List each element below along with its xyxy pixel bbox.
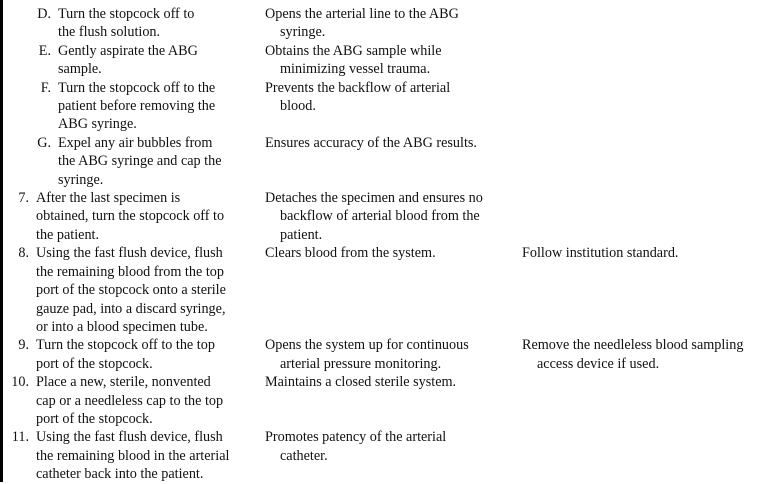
step-number: G. [37,134,51,151]
note-line: Remove the needleless blood sampling [522,337,744,354]
action-line: the remaining blood from the top [36,263,224,280]
step-note-cell [522,428,761,483]
step-number: 8. [18,245,29,262]
action-line: obtained, turn the stopcock off to [36,208,225,225]
step-action-cell [0,42,265,79]
action-line: or into a blood specimen tube. [36,318,208,335]
note-line: access device if used. [537,355,660,372]
step-action-cell [0,5,265,42]
step-action-text [0,373,265,428]
action-line: port of the stopcock. [36,355,153,372]
step-number: 7. [18,190,29,207]
procedure-step-row [0,428,761,483]
procedure-step-row [0,134,761,189]
step-action-cell [0,373,265,428]
rationale-line: Opens the system up for continuous [265,337,469,354]
rationale-line: Clears blood from the system. [265,245,436,262]
step-action-cell [0,336,265,373]
rationale-line: backflow of arterial blood from the [280,208,480,225]
action-line: Expel any air bubbles from [58,134,213,151]
procedure-step-row [0,373,761,428]
step-note-cell [522,189,761,244]
rationale-line: Obtains the ABG sample while [265,42,442,59]
rationale-line: Prevents the backflow of arterial [265,79,451,96]
step-action-text [0,244,265,336]
action-line: Turn the stopcock off to the [58,79,216,96]
step-rationale-cell [265,42,522,79]
step-action-cell [0,244,265,336]
action-line: the patient. [36,226,100,243]
rationale-line: catheter. [280,447,328,464]
step-action-cell [0,189,265,244]
step-note-cell [522,336,761,373]
procedure-step-row [0,244,761,336]
rationale-line: Promotes patency of the arterial [265,429,447,446]
step-rationale-cell [265,336,522,373]
step-rationale-cell [265,79,522,134]
step-note-cell [522,134,761,189]
procedure-step-row [0,336,761,373]
rationale-line: arterial pressure monitoring. [280,355,442,372]
step-rationale-cell [265,134,522,189]
procedure-step-row [0,79,761,134]
rationale-line: Ensures accuracy of the ABG results. [265,134,477,151]
step-note-cell [522,244,761,336]
step-note-cell [522,5,761,42]
procedure-table [0,5,761,484]
action-line: ABG syringe. [58,116,137,133]
action-line: cap or a needleless cap to the top [36,392,224,409]
step-number: 11. [11,429,29,446]
step-action-cell [0,134,265,189]
step-action-text [0,189,265,244]
step-rationale-cell [265,244,522,336]
action-line: the ABG syringe and cap the [58,153,222,170]
action-line: port of the stopcock onto a sterile [36,282,226,299]
step-action-cell [0,428,265,483]
step-rationale-cell [265,373,522,428]
note-line: Follow institution standard. [522,245,679,262]
rationale-line: minimizing vessel trauma. [280,61,431,78]
step-rationale-cell [265,5,522,42]
procedure-step-row [0,189,761,244]
action-line: sample. [58,61,102,78]
action-line: Gently aspirate the ABG [58,42,198,59]
action-line: syringe. [58,171,104,188]
step-note-cell [522,79,761,134]
action-line: After the last specimen is [36,190,181,207]
action-line: catheter back into the patient. [36,466,204,483]
step-number: D. [37,6,51,22]
rationale-line: blood. [280,98,316,115]
rationale-line: Opens the arterial line to the ABG [265,6,459,22]
step-rationale-cell [265,189,522,244]
action-line: patient before removing the [58,98,216,115]
rationale-line: Maintains a closed sterile system. [265,374,457,391]
step-number: 10. [11,374,29,391]
step-action-text [0,428,265,483]
action-line: the flush solution. [58,24,161,41]
action-line: port of the stopcock. [36,410,153,427]
action-line: the remaining blood in the arterial [36,447,230,464]
action-line: Using the fast flush device, flush [36,429,223,446]
step-rationale-cell [265,428,522,483]
action-line: Turn the stopcock off to [58,6,195,22]
rationale-line: syringe. [280,24,326,41]
procedure-step-row [0,5,761,42]
step-action-cell [0,79,265,134]
action-line: gauze pad, into a discard syringe, [36,300,226,317]
procedure-step-row [0,42,761,79]
action-line: Turn the stopcock off to the top [36,337,215,354]
step-number: F. [40,79,51,96]
step-action-text [0,336,265,373]
step-note-cell [522,373,761,428]
rationale-line: Detaches the specimen and ensures no [265,190,483,207]
action-line: Using the fast flush device, flush [36,245,223,262]
rationale-line: patient. [280,226,323,243]
action-line: Place a new, sterile, nonvented [36,374,211,391]
step-number: 9. [18,337,29,354]
step-number: E. [38,42,51,59]
step-note-cell [522,42,761,79]
